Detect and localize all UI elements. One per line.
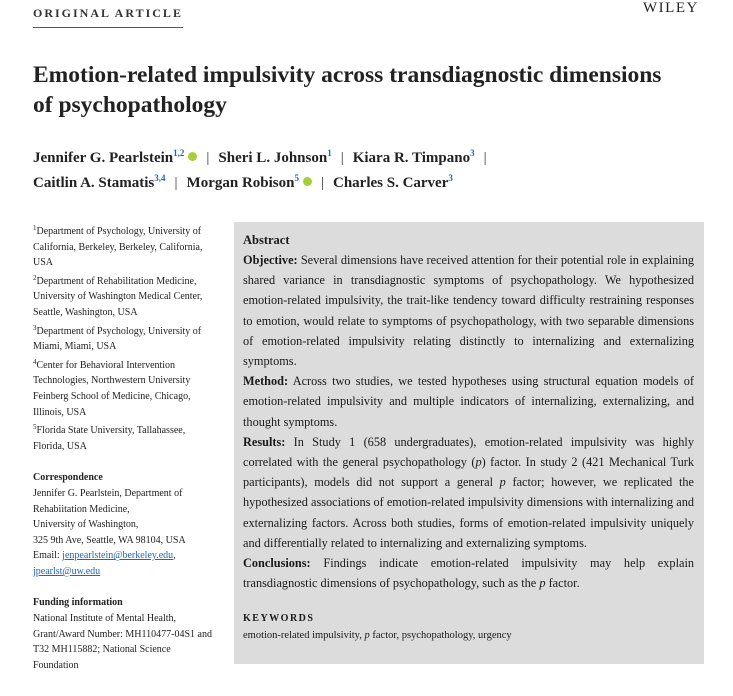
orcid-icon[interactable]	[303, 177, 312, 186]
email-link[interactable]: jenpearlstein@berkeley.edu	[62, 550, 174, 562]
author-affiliation-ref[interactable]: 3	[470, 148, 475, 158]
section-label: ORIGINAL ARTICLE	[33, 6, 183, 28]
abstract-box	[234, 222, 704, 664]
author-list	[33, 146, 693, 196]
abstract-objective: Objective: Several dimensions have received attention for their potential role in explaining shared variance in transdiagnostic symptoms of psychopathology. We hypothesized emotion-related impulsivity, the trait-like tendency toward difficulty restraining responses to emotion, would relate to symptoms of psychopathology, with two separable dimensions of emotion-related impulsivity relating distinctly to internalizing and externalizing symptoms.	[243, 253, 694, 369]
author-affiliation-ref[interactable]: 3	[448, 173, 453, 183]
author-separator: |	[340, 150, 344, 166]
author-affiliation-ref[interactable]: 3,4	[154, 173, 166, 183]
author[interactable]: Morgan Robison$^5$ iD	[187, 175, 312, 191]
funding-text: National Institute of Mental Health, Grant/Award Number: MH110477-04S1 and T32 MH115882; National Science Foundation	[33, 613, 212, 671]
author[interactable]: Caitlin A. Stamatis$^{3,4}$	[33, 173, 166, 191]
affiliation: $^2$Department of Rehabilitation Medicine, University of Washington Medical Center, Seattle, Washington, USA	[33, 273, 203, 318]
abstract-heading: Abstract	[243, 233, 290, 247]
orcid-icon[interactable]	[188, 152, 197, 161]
author-affiliation-ref[interactable]: 1	[327, 148, 332, 158]
author[interactable]: Kiara R. Timpano$^3$	[352, 148, 475, 166]
correspondence-heading: Correspondence	[33, 472, 103, 484]
abstract-results: Results: In Study 1 (658 undergraduates), emotion-related impulsivity was highly correlated with the general psychopathology (p) factor. In study 2 (421 Mechanical Turk participants), models did not support a general p factor; however, we replicated the hypothesized associations of emotion-related impulsivity dimensions with internalizing and externalizing factors. Across both studies, forms of emotion-related impulsivity uniquely and differentially related to internalizing and externalizing symptoms.	[243, 434, 694, 550]
funding-heading: Funding information	[33, 597, 123, 609]
affiliation: $^3$Department of Psychology, University of Miami, Miami, USA	[33, 323, 202, 353]
author-separator: |	[174, 175, 178, 191]
author-separator: |	[483, 150, 487, 166]
article-title: Emotion-related impulsivity across transdiagnostic dimensions of psychopathology	[33, 62, 662, 118]
keywords-list: emotion-related impulsivity, p factor, psychopathology, urgency	[243, 630, 512, 642]
email-link[interactable]: jpearlst@uw.edu	[33, 565, 101, 577]
correspondence-email: Email: jenpearlstein@berkeley.edu,	[33, 550, 176, 562]
sidebar	[33, 224, 213, 673]
author[interactable]: Sheri L. Johnson$^1$	[218, 148, 332, 166]
author[interactable]: Charles S. Carver$^3$	[332, 173, 453, 191]
abstract-conclusions: Conclusions: Findings indicate emotion-related impulsivity may help explain transdiagnostic dimensions of psychopathology, such as the p factor.	[243, 556, 695, 591]
publisher-logo: WILEY	[643, 0, 699, 16]
author[interactable]: Jennifer G. Pearlstein$^{1,2}$ iD	[33, 150, 197, 166]
correspondence-line: Jennifer G. Pearlstein, Department of Rehabiitation Medicine,	[33, 487, 183, 515]
abstract-method: Method: Across two studies, we tested hypotheses using structural equation models of emotion-related impulsivity and multiple indicators of internalizing, externalizing, and thought symptoms.	[243, 374, 694, 429]
affiliation: $^5$Florida State University, Tallahassee, Florida, USA	[33, 423, 186, 452]
author-affiliation-ref[interactable]: 1,2	[173, 148, 185, 158]
affiliation: $^1$Department of Psychology, University of California, Berkeley, Berkeley, California, USA	[33, 224, 203, 269]
correspondence-line: University of Washington,	[33, 519, 139, 531]
affiliation: $^4$Center for Behavioral Intervention Technologies, Northwestern University Feinberg School of Medicine, Chicago, Illinois, USA	[33, 357, 191, 418]
author-affiliation-ref[interactable]: 5	[294, 173, 299, 183]
correspondence-line: 325 9th Ave, Seattle, WA 98104, USA	[33, 534, 186, 546]
author-separator: |	[206, 150, 210, 166]
author-separator: |	[320, 175, 324, 191]
keywords-heading: KEYWORDS	[243, 613, 315, 625]
